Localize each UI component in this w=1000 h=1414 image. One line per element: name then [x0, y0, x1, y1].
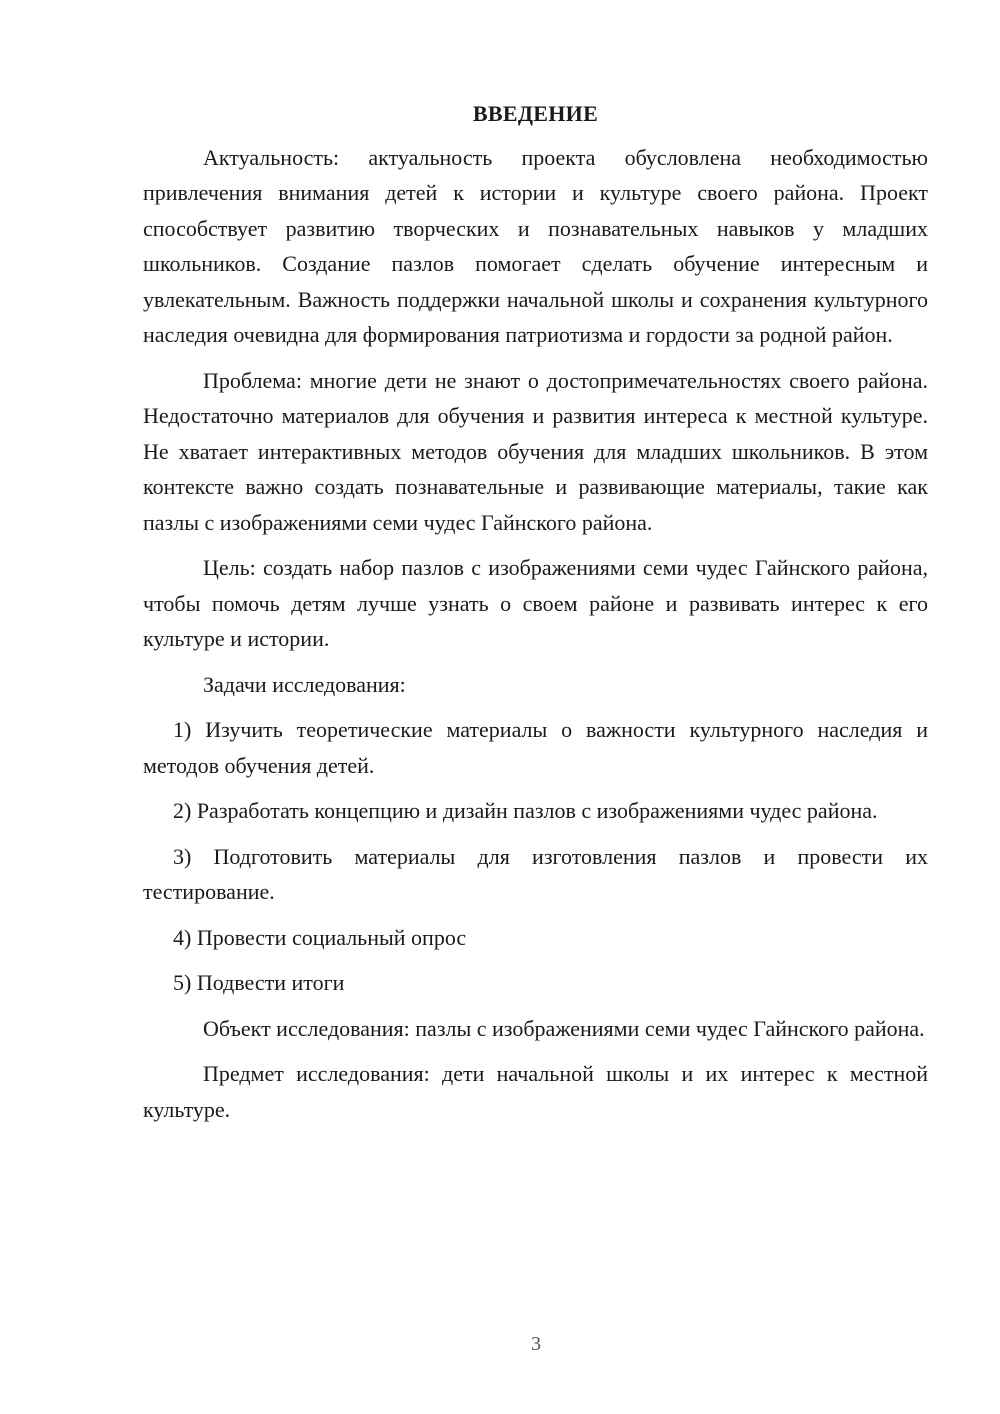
subject-paragraph: Предмет исследования: дети начальной школы и их интерес к местной культуре. [143, 1061, 928, 1122]
task-item-4: 4) Провести социальный опрос [173, 924, 467, 950]
page-number: 3 [531, 1333, 541, 1355]
section-title: ВВЕДЕНИЕ [472, 101, 599, 126]
task-item-5: 5) Подвести итоги [173, 970, 345, 995]
task-item-3: 3) Подготовить материалы для изготовления пазлов и провести их тестирование. [143, 843, 928, 904]
relevance-paragraph: Актуальность: актуальность проекта обусловлена необходимостью привлечения внимания детей к истории и культуре своего района. Проект способствует развитию творческих и познавательных навыков у младших школьников. Создание пазлов помогает сделать обучение интересным и увлекательным. Важность поддержки начальной школы и сохранения культурного наследия очевидна для формирования патриотизма и гордости за родной район. [143, 144, 928, 347]
tasks-heading: Задачи исследования: [203, 671, 406, 697]
task-item-2: 2) Разработать концепцию и дизайн пазлов с изображениями чудес района. [173, 798, 878, 823]
problem-paragraph: Проблема: многие дети не знают о достопримечательностях своего района. Недостаточно материалов для обучения и развития интереса к местной культуре. Не хватает интерактивных методов обучения для младших школьников. В этом контексте важно создать познавательные и развивающие материалы, такие как пазлы с изображениями семи чудес Гайнского района. [143, 367, 928, 535]
task-item-1: 1) Изучить теоретические материалы о важности культурного наследия и методов обучения детей. [143, 717, 928, 778]
page-content [143, 96, 928, 1137]
goal-paragraph: Цель: создать набор пазлов с изображениями семи чудес Гайнского района, чтобы помочь детям лучше узнать о своем районе и развивать интерес к его культуре и истории. [143, 555, 928, 651]
object-paragraph: Объект исследования: пазлы с изображениями семи чудес Гайнского района. [203, 1015, 925, 1041]
